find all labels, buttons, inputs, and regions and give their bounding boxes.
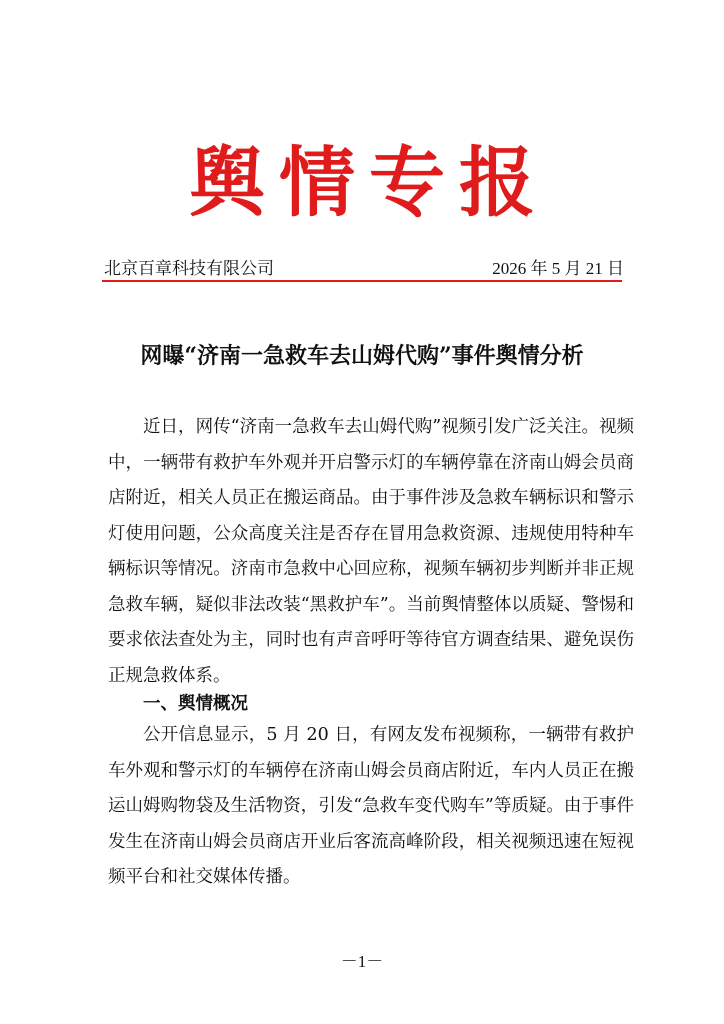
report-banner-title: 舆情专报 — [189, 138, 549, 227]
document-title: 网曝“济南一急救车去山姆代购”事件舆情分析 — [140, 343, 584, 369]
section-heading-overview: 一、舆情概况 — [143, 694, 248, 714]
organization-name: 北京百章科技有限公司 — [104, 259, 274, 278]
header-divider — [102, 280, 622, 282]
report-date: 2026 年 5 月 21 日 — [492, 259, 624, 278]
page-number: －1－ — [340, 952, 384, 971]
intro-paragraph: 近日，网传“济南一急救车去山姆代购”视频引发广泛关注。视频中，一辆带有救护车外观并开启警示灯的车辆停靠在济南山姆会员商店附近，相关人员正在搬运商品。由于事件涉及急救车辆标识和警示灯使用问题，公众高度关注是否存在冒用急救资源、违规使用特种车辆标识等情况。济南市急救中心回应称，视频车辆初步判断并非正规急救车辆，疑似非法改装“黑救护车”。当前舆情整体以质疑、警惕和要求依法查处为主，同时也有声音呼吁等待官方调查结果、避免误伤正规急救体系。 — [108, 417, 634, 686]
report-meta-row — [104, 256, 624, 282]
overview-paragraph: 公开信息显示，5 月 20 日，有网友发布视频称，一辆带有救护车外观和警示灯的车辆停在济南山姆会员商店附近，车内人员正在搬运山姆购物袋及生活物资，引发“急救车变代购车”等质疑。由于事件发生在济南山姆会员商店开业后客流高峰阶段，相关视频迅速在短视频平台和社交媒体传播。 — [108, 725, 634, 887]
